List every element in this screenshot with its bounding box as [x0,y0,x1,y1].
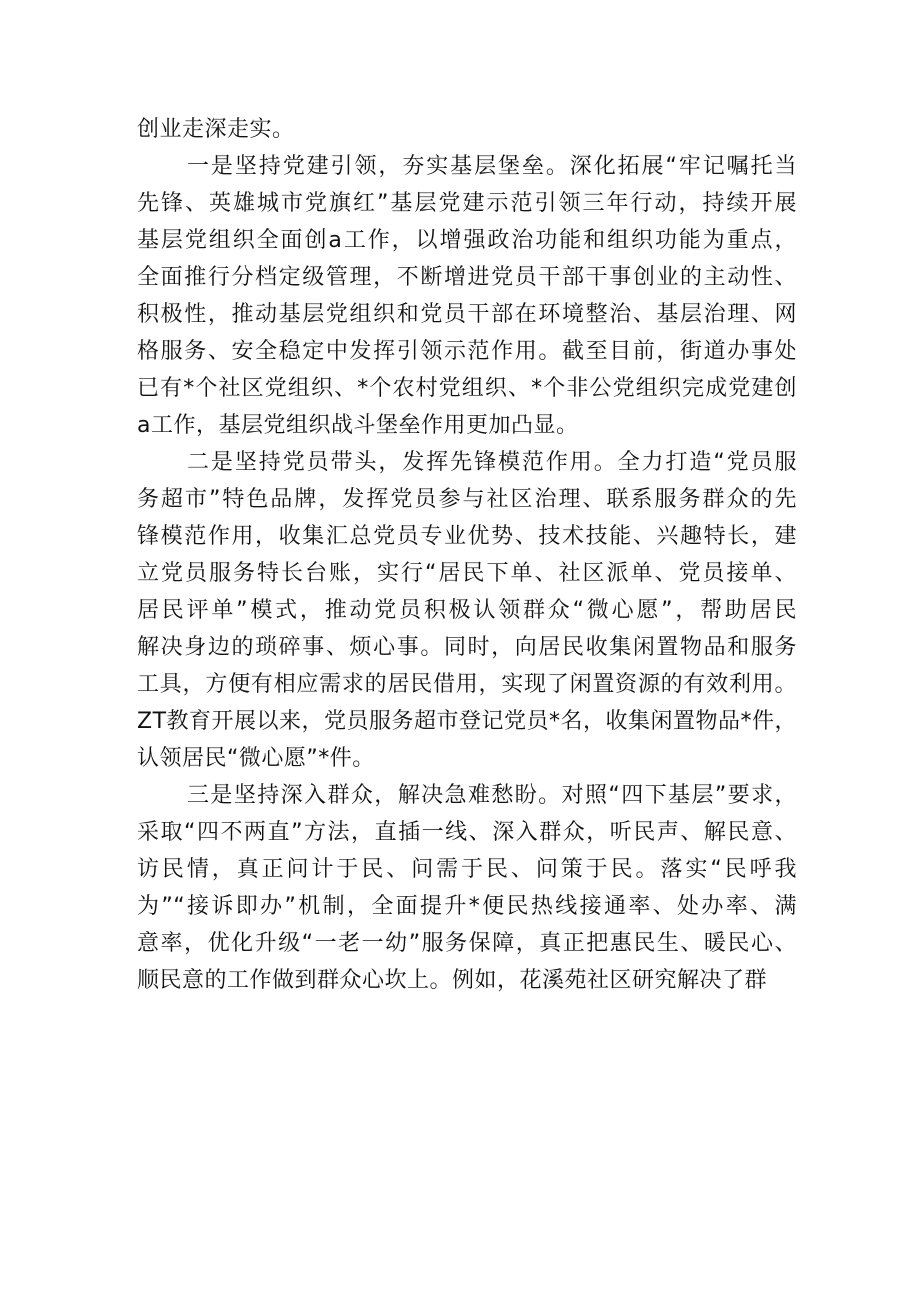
paragraph [137,777,797,999]
text-line: 三是坚持深入群众，解决急难愁盼。对照“四下基层”要求， [187,783,797,808]
text-line: 为”“接诉即办”机制，全面提升*便民热线接通率、处办率、满 [137,894,797,919]
text-line: 锋模范作用，收集汇总党员专业优势、技术技能、兴趣特长，建 [137,524,797,549]
text-line: 积极性，推动基层党组织和党员干部在环境整治、基层治理、网 [137,302,797,327]
text-line: 意率，优化升级“一老一幼”服务保障，真正把惠民生、暖民心、 [137,931,797,956]
text-line: 格服务、安全稳定中发挥引领示范作用。截至目前，街道办事处 [137,339,797,364]
paragraph [137,148,797,444]
text-line: 工具，方便有相应需求的居民借用，实现了闲置资源的有效利用。 [137,672,797,697]
document-body [137,111,797,999]
text-line: 采取“四不两直”方法，直插一线、深入群众，听民声、解民意、 [137,820,797,845]
text-line: 二是坚持党员带头，发挥先锋模范作用。全力打造“党员服 [187,450,797,475]
text-line: 已有*个社区党组织、*个农村党组织、*个非公党组织完成党建创 [137,376,797,401]
paragraph [137,111,797,148]
text-line: 先锋、英雄城市党旗红”基层党建示范引领三年行动，持续开展 [137,191,797,216]
text-line: 基层党组织全面创a工作，以增强政治功能和组织功能为重点， [137,228,797,253]
text-line: 居民评单”模式，推动党员积极认领群众“微心愿”，帮助居民 [137,598,797,623]
text-line: 顺民意的工作做到群众心坎上。例如，花溪苑社区研究解决了群 [137,968,768,993]
text-line: ZT教育开展以来，党员服务超市登记党员*名，收集闲置物品*件， [137,709,797,734]
text-line: 访民情，真正问计于民、问需于民、问策于民。落实“民呼我 [137,857,797,882]
text-line: 全面推行分档定级管理，不断增进党员干部干事创业的主动性、 [137,265,797,290]
text-line: 一是坚持党建引领，夯实基层堡垒。深化拓展“牢记嘱托当 [187,154,797,179]
text-line: a工作，基层党组织战斗堡垒作用更加凸显。 [137,413,579,438]
paragraph [137,444,797,777]
text-line: 务超市”特色品牌，发挥党员参与社区治理、联系服务群众的先 [137,487,797,512]
text-line: 认领居民“微心愿”*件。 [137,746,375,771]
text-line: 创业走深走实。 [137,117,295,142]
text-line: 解决身边的琐碎事、烦心事。同时，向居民收集闲置物品和服务 [137,635,797,660]
text-line: 立党员服务特长台账，实行“居民下单、社区派单、党员接单、 [137,561,797,586]
